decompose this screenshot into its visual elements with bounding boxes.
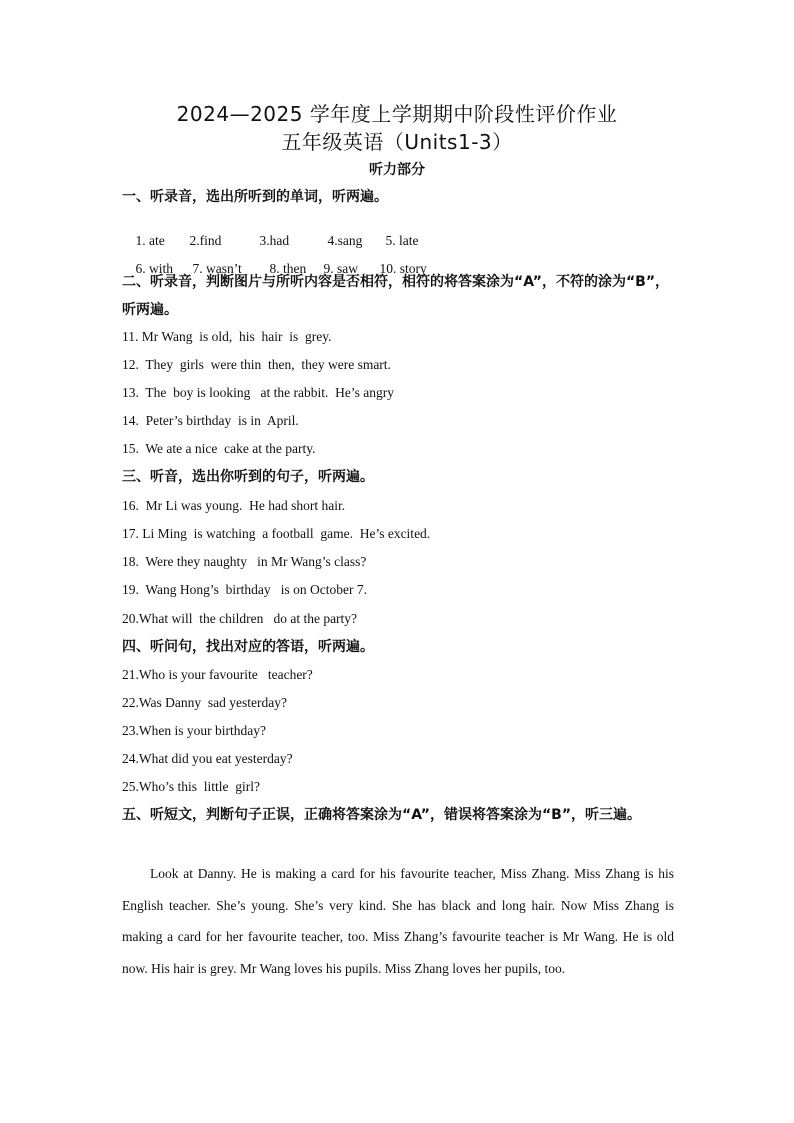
question-item: 21.Who is your favourite teacher? <box>122 667 313 682</box>
word-option: 9. saw <box>323 261 358 276</box>
listening-passage: Look at Danny. He is making a card for his favourite teacher, Miss Zhang. Miss Zhang is his English teacher. She’s young. She’s very kind. She has black and long hair. Now Miss Zhang is making a card for her favourite teacher, too. Miss Zhang’s favourite teacher is Mr Wang. He is old now. His hair is grey. Mr Wang loves his pupils. Miss Zhang loves her pupils, too. <box>122 866 674 976</box>
question-item: 16. Mr Li was young. He had short hair. <box>122 498 346 513</box>
section-1-heading: 一、听录音，选出所听到的单词，听两遍。 <box>122 189 388 205</box>
question-item: 22.Was Danny sad yesterday? <box>122 695 287 710</box>
document-title: 2024—2025 学年度上学期期中阶段性评价作业 <box>176 102 618 126</box>
question-item: 17. Li Ming is watching a football game. He’s excited. <box>122 526 431 541</box>
section-4-heading: 四、听问句，找出对应的答语，听两遍。 <box>122 639 374 655</box>
question-item: 15. We ate a nice cake at the party. <box>122 441 316 456</box>
word-option: 6. with <box>135 261 174 276</box>
question-item: 14. Peter’s birthday is in April. <box>122 413 299 428</box>
word-option: 2.find <box>189 233 222 248</box>
question-item: 18. Were they naughty in Mr Wang’s class? <box>122 554 367 569</box>
question-item: 23.When is your birthday? <box>122 723 266 738</box>
section-3-heading: 三、听音，选出你听到的句子，听两遍。 <box>122 469 374 485</box>
word-option: 8. then <box>269 261 307 276</box>
question-item: 13. The boy is looking at the rabbit. He’s angry <box>122 385 394 400</box>
word-option: 7. wasn’t <box>192 261 242 276</box>
section-5-heading: 五、听短文，判断句子正误，正确将答案涂为“A”，错误将答案涂为“B”，听三遍。 <box>122 807 642 823</box>
section-label-listening: 听力部分 <box>369 162 425 178</box>
section-2-heading: 二、听录音，判断图片与所听内容是否相符，相符的将答案涂为“A”，不符的涂为“B”，听两遍。 <box>122 274 670 318</box>
word-option: 4.sang <box>327 233 363 248</box>
word-option: 10. story <box>379 261 427 276</box>
question-item: 11. Mr Wang is old, his hair is grey. <box>122 329 332 344</box>
question-item: 12. They girls were thin then, they were smart. <box>122 357 391 372</box>
question-item: 24.What did you eat yesterday? <box>122 751 293 766</box>
question-item: 25.Who’s this little girl? <box>122 779 260 794</box>
word-option: 3.had <box>259 233 290 248</box>
word-option: 5. late <box>385 233 419 248</box>
question-item: 19. Wang Hong’s birthday is on October 7. <box>122 582 368 597</box>
question-item: 20.What will the children do at the party? <box>122 611 358 626</box>
word-option: 1. ate <box>135 233 165 248</box>
document-subject: 五年级英语（Units1-3） <box>281 130 513 154</box>
